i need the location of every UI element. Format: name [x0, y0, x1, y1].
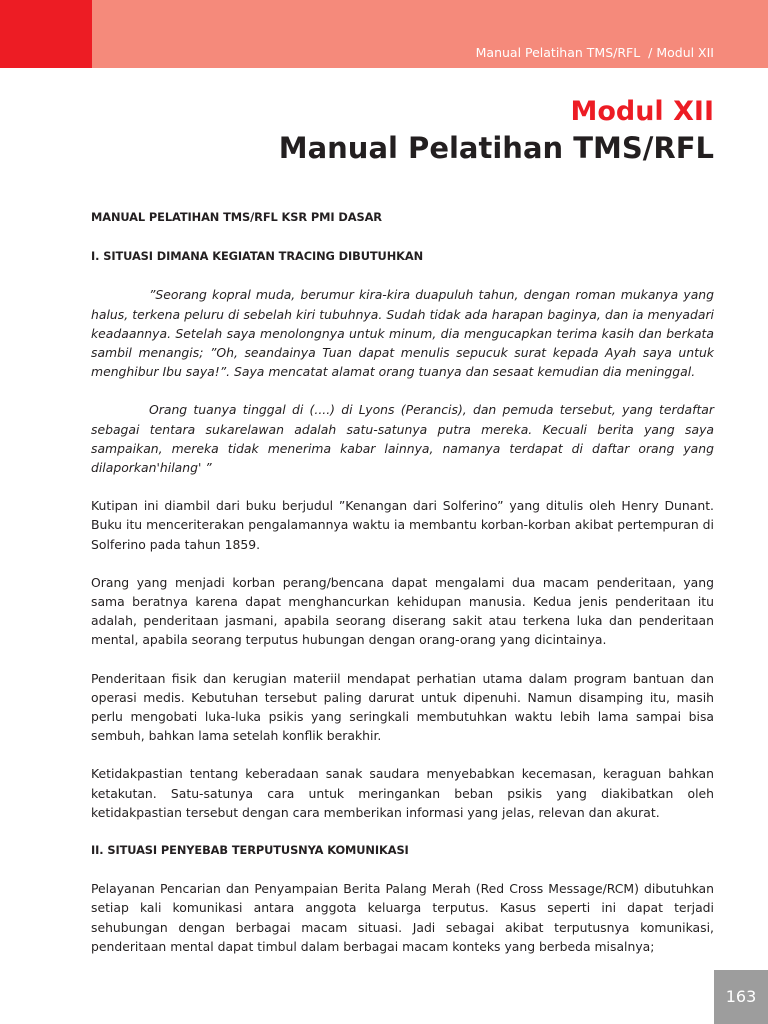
body-paragraph-3: Penderitaan fisik dan kerugian materiil mendapat perhatian utama dalam program bantuan dan operasi medis. Kebutuhan tersebut paling darurat untuk dipenuhi. Namun disamping itu, masih perlu mengobati luka-luka psikis yang seringkali membutuhkan waktu lebih lama sampai bisa sembuh, bahkan lama setelah konflik berakhir. [91, 670, 714, 744]
document-subtitle: MANUAL PELATIHAN TMS/RFL KSR PMI DASAR [91, 210, 382, 224]
section-heading-2: II. SITUASI PENYEBAB TERPUTUSNYA KOMUNIKASI [91, 843, 409, 858]
section-heading-1: I. SITUASI DIMANA KEGIATAN TRACING DIBUTUHKAN [91, 249, 424, 264]
body-paragraph-1: Kutipan ini diambil dari buku berjudul ”Kenangan dari Solferino” yang ditulis oleh Henry Dunant. Buku itu menceriterakan pengalamannya waktu ia membantu korban-korban akibat pertempuran di Solferino pada tahun 1859. [91, 498, 714, 552]
title-block [279, 95, 714, 167]
header-accent-block [0, 0, 92, 68]
body-paragraph-5: Pelayanan Pencarian dan Penyampaian Berita Palang Merah (Red Cross Message/RCM) dibutuhkan setiap kali komunikasi antara anggota keluarga terputus. Kasus seperti ini dapat terjadi sehubungan dengan berbagai macam situasi. Jadi sebagai akibat terputusnya komunikasi, penderitaan mental dapat timbul dalam berbagai macam konteks yang berbeda misalnya; [91, 881, 714, 954]
module-label: Modul XII [570, 96, 714, 127]
quote-paragraph-1: ”Seorang kopral muda, berumur kira-kira duapuluh tahun, dengan roman mukanya yang halus, terkena peluru di sebelah kiri tubuhnya. Sudah tidak ada harapan baginya, dan ia menyadari keadaannya. Setelah saya menolongnya untuk minum, dia mengucapkan terima kasih dan berkata sambil menangis; ”Oh, seandainya Tuan dapat menulis sepucuk surat kepada Ayah saya untuk menghibur Ibu saya!”. Saya mencatat alamat orang tuanya dan sesaat kemudian dia meninggal. [91, 287, 714, 380]
document-body [91, 208, 714, 956]
body-paragraph-4: Ketidakpastian tentang keberadaan sanak saudara menyebabkan kecemasan, keraguan bahkan ketakutan. Satu-satunya cara untuk meringankan beban psikis yang diakibatkan oleh ketidakpastian tersebut dengan cara memberikan informasi yang jelas, relevan dan akurat. [91, 766, 714, 820]
body-paragraph-2: Orang yang menjadi korban perang/bencana dapat mengalami dua macam penderitaan, yang sama beratnya karena dapat menghancurkan kehidupan manusia. Kedua jenis penderitaan itu adalah, penderitaan jasmani, apabila seorang diserang sakit atau terkena luka dan penderitaan mental, apabila seorang terputus hubungan dengan orang-orang yang dicintainya. [91, 574, 714, 648]
page-title: Manual Pelatihan TMS/RFL [278, 131, 714, 165]
page-number: 163 [714, 970, 768, 1024]
running-header: Manual Pelatihan TMS/RFL / Modul XII [475, 45, 714, 60]
quote-paragraph-2: Orang tuanya tinggal di (....) di Lyons (Perancis), dan pemuda tersebut, yang terdaftar sebagai tentara sukarelawan adalah satu-satunya putra mereka. Kecuali berita yang saya sampaikan, mereka tidak menerima kabar lainnya, namanya terdapat di daftar orang yang dilaporkan'hilang' ” [91, 402, 714, 476]
